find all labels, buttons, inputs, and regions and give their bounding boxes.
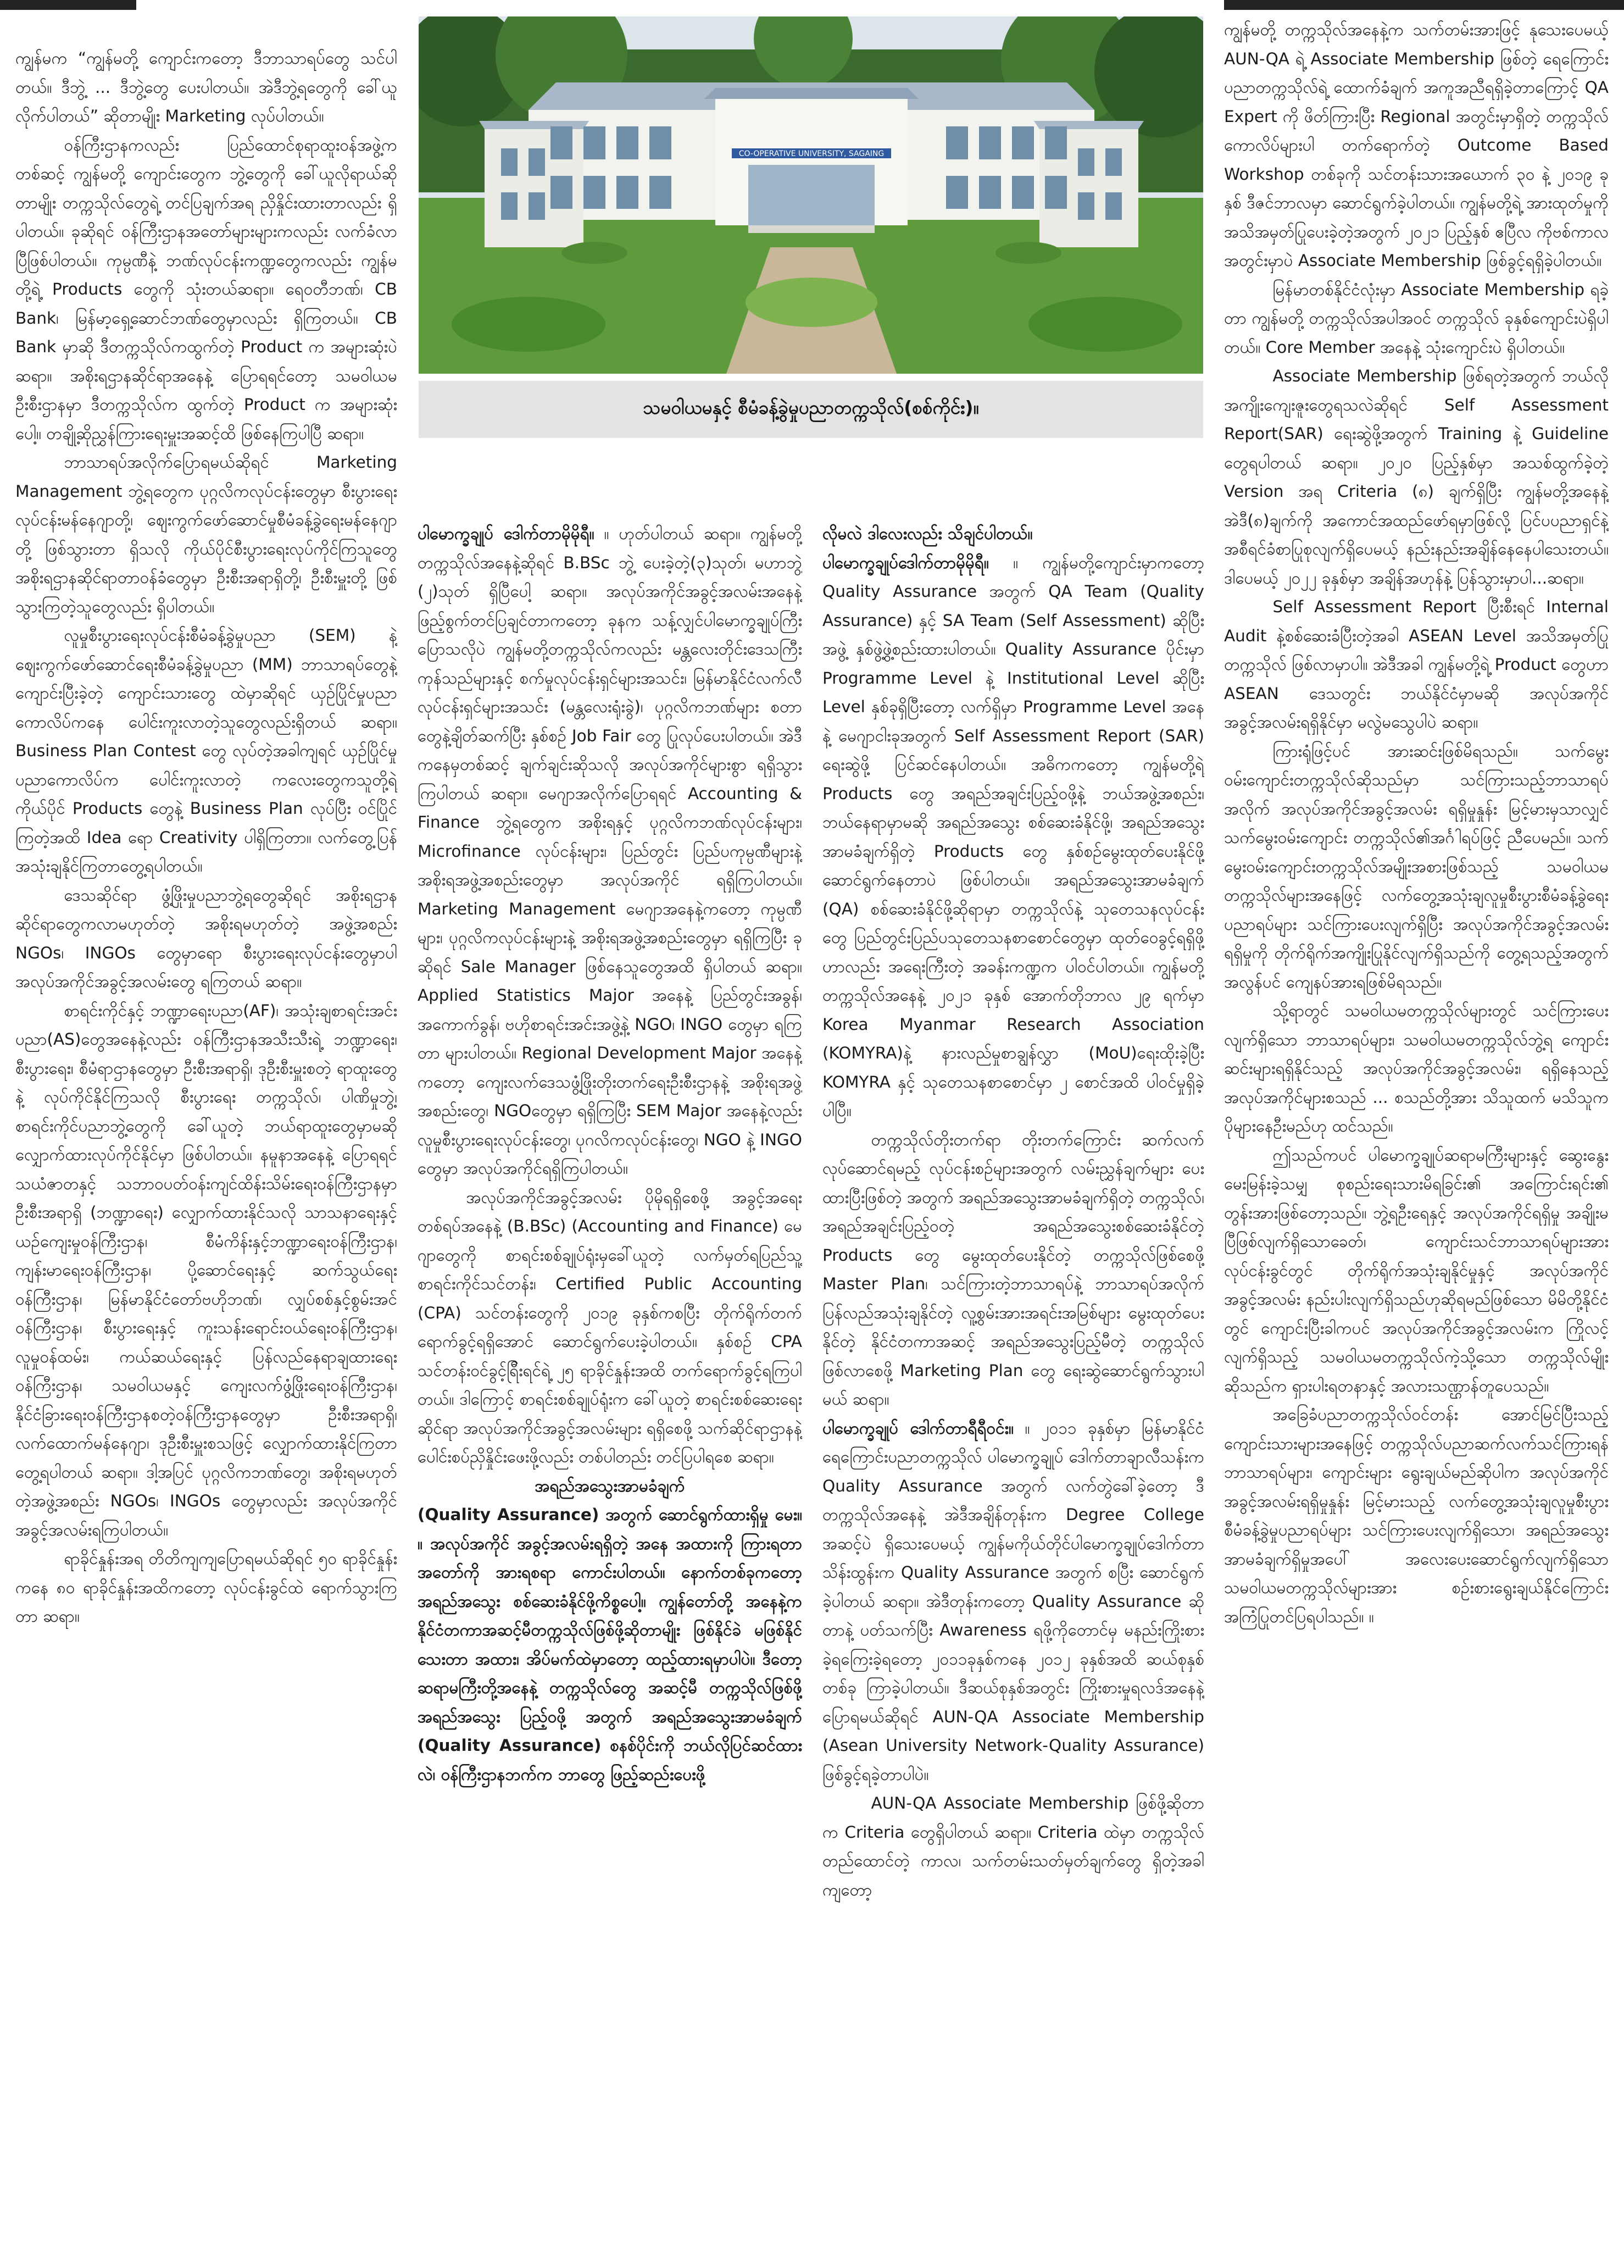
paragraph: ဝန်ကြီးဌာနကလည်း ပြည်ထောင်စုရာထူးဝန်အဖွဲ့ကတစ်ဆင့် ကျွန်မတို့ ကျောင်းတွေက ဘွဲ့တွေကို ခေါ်ယူလိုရာယ်ဆိုတာမျိုး တက္ကသိုလ်တွေရဲ့ တင်ပြချက်အရ ညှိနှိုင်းထားတာလည်း ရှိပါတယ်။ ခုဆိုရင် ဝန်ကြီးဌာနအတော်များများကလည်း လက်ခံလာပြီဖြစ်ပါတယ်။ ကုမ္ပဏီနဲ့ ဘဏ်လုပ်ငန်းကဏ္ဍတွေကလည်း ကျွန်မတို့ရဲ့ Products တွေကို သုံးတယ်ဆရာ။ ရေဝတီဘဏ်၊ CB Bank၊ မြန်မာ့ရှေ့ဆောင်ဘဏ်တွေမှာလည်း ရှိကြတယ်။ CB Bank မှာဆို ဒီတက္ကသိုလ်ကထွက်တဲ့ Product က အများဆုံးပဲ ဆရာ။ အစိုးရဌာနဆိုင်ရာအနေနဲ့ ပြောရရင်တော့ သမဝါယမဦးစီးဌာနမှာ ဒီတက္ကသိုလ်က ထွက်တဲ့ Product က အများဆုံးပေါ့။ တချို့ဆိုညွှန်ကြားရေးမှူးအဆင့်ထိ ဖြစ်နေကြပါပြီ ဆရာ။	[15, 135, 397, 443]
paragraph: ဤသည်ကပင် ပါမောက္ခချုပ်ဆရာမကြီးများနှင့် ဆွေးနွေးမေးမြန်းခဲ့သမျှ စုစည်းရေးသားမိရခြင်း၏ အကြောင်းရင်း၏ တွန်းအားဖြစ်တော့သည်။ ဘွဲ့ရဦးရေနှင့် အလုပ်အကိုင်ရရှိမှု အချိုးမပြီဖြစ်လျက်ရှိသောခေတ်၊ ကျောင်းသင်ဘာသာရပ်များအား လုပ်ငန်းခွင်တွင် တိုက်ရိုက်အသုံးချနိုင်မှုနှင့် အလုပ်အကိုင်အခွင့်အလမ်း နည်းပါးလျက်ရှိသည်ဟုဆိုရမည်ဖြစ်သော မိမိတို့နိုင်ငံတွင် ကျောင်းပြီးခါကပင် အလုပ်အကိုင်အခွင့်အလမ်းက ကြိုလင့်လျက်ရှိသည့် သမဝါယမတက္ကသိုလ်ကဲ့သို့သော တက္ကသိုလ်မျိုးဆိုသည်က ရှားပါးရတနာနှင့် အလားသဏ္ဌာန်တူပေသည်။	[1224, 1145, 1609, 1395]
paragraph: ။ ၂၀၁၁ ခုနှစ်မှာ မြန်မာနိုင်ငံ ရေကြောင်းပညာတက္ကသိုလ် ပါမောက္ခချုပ် ဒေါက်တာချာလီသန်းက Quality Assurance အတွက် လက်တွဲခေါ်ခဲ့တော့ ဒီတက္ကသိုလ်အနေနဲ့ အဲဒီအချိန်တုန်းက Degree College အဆင့်ပဲ ရှိသေးပေမယ့် ကျွန်မကိုယ်တိုင်ပါမောက္ခချုပ်ဒေါက်တာ သိန်းထွန်းက Quality Assurance အတွက် စပြီး ဆောင်ရွက်ခဲ့ပါတယ် ဆရာ။ အဲဒီတုန်းကတော့ Quality Assurance ဆိုတာနဲ့ ပတ်သက်ပြီး Awareness ရဖို့ကိုတောင်မှ မနည်းကြိုးစားခဲ့ရ‌ကြေးခဲ့ရတော့ ၂၀၁၁ခုနှစ်ကနေ ၂၀၁၂ ခုနှစ်အထိ ဆယ်စုနှစ်တစ်ခု ကြာခဲ့ပါတယ်။ ဒီဆယ်စုနှစ်အတွင်း ကြိုးစားမှုရလဒ်အနေနဲ့ ပြောရမယ်ဆိုရင် AUN-QA Associate Membership (Asean University Network-Quality Assurance) ဖြစ်ခွင့်ရခဲ့တာပါပဲ။	[822, 1418, 1204, 1784]
paragraph: AUN-QA Associate Membership ဖြစ်ဖို့ဆိုတာက Criteria တွေရှိပါတယ် ဆရာ။ Criteria ထဲမှာ တက္ကသိုလ်တည်ထောင်တဲ့ ကာလ၊ သက်တမ်းသတ်မှတ်ချက်တွေ ရှိတဲ့အခါကျတော့	[822, 1794, 1204, 1899]
speaker-name: ပါမောက္ခချုပ်ဒေါက်တာမိုမိုရီ။	[822, 553, 989, 572]
question-lead: (Quality Assurance) အတွက် ဆောင်ရွက်ထားရှိမှု မေး။	[418, 1505, 802, 1524]
article-column-2	[418, 519, 802, 2259]
paragraph: ကျွန်မတို့ တက္ကသိုလ်အနေနဲ့က သက်တမ်းအားဖြင့် နုသေးပေမယ့် AUN-QA ရဲ့ Associate Membership ဖြစ်တဲ့ ရေကြောင်းပညာတက္ကသိုလ်ရဲ့ ထောက်ခံချက် အကူအညီရရှိခဲ့တာကြောင့် QA Expert ကို ဖိတ်ကြားပြီး Regional အတွင်းမှာရှိတဲ့ တက္ကသိုလ်ကောလိပ်များပါ တက်ရောက်တဲ့ Outcome Based Workshop တစ်ခုကို သင်တန်းသားအယောက် ၃၀ နဲ့ ၂၀၁၉ ခုနှစ် ဒီဇင်ဘာလမှာ ဆောင်ရွက်ခဲ့ပါတယ်။ ကျွန်မတို့ရဲ့ အားထုတ်မှုကို အသိအမှတ်ပြုပေးခဲ့တဲ့အတွက် ၂၀၂၁ ပြည့်နှစ် ဧပြီလ ကိုဗစ်ကာလအတွင်းမှာပဲ Associate Membership ဖြစ်ခွင့်ရရှိခဲ့ပါတယ်။	[1224, 20, 1609, 270]
paragraph: တက္ကသိုလ်တိုးတက်ရာ တိုးတက်ကြောင်း ဆက်လက်လုပ်ဆောင်ရမည့် လုပ်ငန်းစဉ်များအတွက် လမ်းညွှန်ချက်များ ပေးထားပြီးဖြစ်တဲ့ အတွက် အရည်အသွေးအာမခံချက်ရှိတဲ့ တက္ကသိုလ်၊ အရည်အချင်းပြည့်ဝတဲ့ အရည်အသွေးစစ်ဆေးခံနိုင်တဲ့ Products တွေ မွေးထုတ်ပေးနိုင်တဲ့ တက္ကသိုလ်ဖြစ်စေဖို့ Master Plan၊ သင်ကြားတဲ့ဘာသာရပ်နဲ့ ဘာသာရပ်အလိုက် ပြန်လည်အသုံးချနိုင်တဲ့ လူ့စွမ်းအားအရင်းအမြစ်များ မွေးထုတ်ပေးနိုင်တဲ့ နိုင်ငံတကာအဆင့် အရည်အသွေးပြည့်မီတဲ့ တက္ကသိုလ် ဖြစ်လာစေဖို့ Marketing Plan တွေ ရေးဆွဲဆောင်ရွက်သွားပါမယ် ဆရာ။	[822, 1130, 1204, 1409]
paragraph: လူမှုစီးပွားရေးလုပ်ငန်းစီမံခန့်ခွဲမှုပညာ (SEM) နဲ့ ဈေးကွက်ဖော်ဆောင်ရေးစီမံခန့်ခွဲမှုပညာ (MM) ဘာသာရပ်တွေနဲ့ကျောင်းပြီးခဲ့တဲ့ ကျောင်းသားတွေ ထဲမှာဆိုရင် ယှဉ်ပြိုင်မှုပညာကောလိပ်ကနေ ပေါင်းကူးလာတဲ့သူတွေလည်းရှိတယ် ဆရာ။ Business Plan Contest တွေ လုပ်တဲ့အခါကျရင် ယှဉ်ပြိုင်မှုပညာကောလိပ်က ပေါင်းကူးလာတဲ့ ကလေးတွေကသူတို့ရဲ့ ကိုယ်ပိုင် Products တွေနဲ့ Business Plan လုပ်ပြီး ဝင်ပြိုင်ကြတဲ့အထိ Idea ရော Creativity ပါရှိကြတာ။ လက်တွေ့ပြန်အသုံးချနိုင်ကြတာတွေ့ရပါတယ်။	[15, 626, 397, 875]
speaker-name: ပါမောက္ခချုပ် ဒေါက်တာရီရီဝင်း။	[822, 1418, 1014, 1438]
paragraph: ။ အလုပ်အကိုင် အခွင့်အလမ်းရရှိတဲ့ အနေ အထားကို ကြားရတာ အတော်ကို အားရစရာ ကောင်းပါတယ်။ နောက်တစ်ခုကတော့ အရည်အသွေး စစ်ဆေးခံနိုင်ဖို့ကိစ္စပေါ့။ ကျွန်တော်တို့ အနေနဲ့က နိုင်ငံတကာအဆင့်မီတက္ကသိုလ်ဖြစ်ဖို့ဆိုတာမျိုး ဖြစ်နိုင်ခဲ မဖြစ်နိုင်သေးတာ အထား၊ အိပ်မက်ထဲမှာတော့ ထည့်ထားရမှာပါပဲ။ ဒီတော့ ဆရာမကြီးတို့အနေနဲ့ တက္ကသိုလ်တွေ အဆင့်မီ တက္ကသိုလ်ဖြစ်ဖို့ အရည်အသွေး ပြည့်ဝဖို့ အတွက် အရည်အသွေးအာမခံချက် (Quality Assurance) စနစ်ပိုင်းကို ဘယ်လိုပြင်ဆင်ထားလဲ၊ ဝန်ကြီးဌာနဘက်က ဘာတွေ ဖြည့်ဆည်းပေးဖို့	[418, 1534, 802, 1784]
building-sign: CO-OPERATIVE UNIVERSITY, SAGAING	[738, 149, 885, 158]
paragraph: ကြားရုံဖြင့်ပင် အားဆင်းဖြစ်မိရသည်။ သက်မွေးဝမ်းကျောင်းတက္ကသိုလ်ဆိုသည်မှာ သင်ကြားသည့်ဘာသာရပ်အလိုက် အလုပ်အကိုင်အခွင့်အလမ်း ရရှိမှုနှုန်း မြင့်မားမှသာလျှင် သက်မွေးဝမ်းကျောင်း တက္ကသိုလ်၏အင်္ဂါရပ်ဖြင့် ညီပေမည်။ သက်မွေးဝမ်းကျောင်းတက္ကသိုလ်အမျိုးအစားဖြစ်သည့် သမဝါယမတက္ကသိုလ်များအနေဖြင့် လက်တွေ့အသုံးချလူမှုစီးပွားစီမံခန့်ခွဲရေးပညာရပ်များ သင်ကြားပေးလျက်ရှိပြီး အလုပ်အကိုင်အခွင့်အလမ်းရရှိမှုကို တိုက်ရိုက်အကျိုးပြုနိုင်လျက်ရှိသည်ကို တွေ့ရသည့်အတွက် အလွန်ပင် ကျေနပ်အားရဖြစ်မိရသည်။	[1224, 741, 1609, 991]
section-heading: အရည်အသွေးအာမခံချက်	[535, 1476, 685, 1495]
paragraph: Self Assessment Report ပြီးစီးရင် Internal Audit နဲ့စစ်ဆေးခံပြီးတဲ့အခါ ASEAN Level အသိအမှတ်ပြုတက္ကသိုလ် ဖြစ်လာမှာပါ။ အဲဒီအခါ ကျွန်မတို့ရဲ့ Product တွေဟာ ASEAN ဒေသတွင်း ဘယ်နိုင်ငံမှာမဆို အလုပ်အကိုင်အခွင့်အလမ်းရရှိနိုင်မှာ မလွဲမသွေပါပဲ ဆရာ။	[1224, 597, 1609, 731]
paragraph: အလုပ်အကိုင်အခွင့်အလမ်း ပိုမိုရရှိစေဖို့ အခွင့်အရေးတစ်ရပ်အနေနဲ့ (B.BSc) (Accounting and Finance) မေဂျာတွေကို စာရင်းစစ်ချုပ်ရုံးမှခေါ်ယူတဲ့ လက်မှတ်ရပြည်သူ့စာရင်းကိုင်သင်တန်း၊ Certified Public Accounting (CPA) သင်တန်းတွေကို ၂၀၁၉ ခုနှစ်ကစပြီး တိုက်ရိုက်တက်ရောက်ခွင့်ရရှိအောင် ဆောင်ရွက်ပေးခဲ့ပါတယ်။ နှစ်စဉ် CPA သင်တန်းဝင်ခွင့်ရြီးရင်ရဲ့ ၂၅ ရာခိုင်နှုန်းအထိ တက်ရောက်ခွင့်ရကြပါတယ်။ ဒါကြောင့် စာရင်းစစ်ချုပ်ရုံးက ခေါ်ယူတဲ့ စာရင်းစစ်ဆေးရေးဆိုင်ရာ အလုပ်အကိုင်အခွင့်အလမ်းများ ရရှိစေဖို့ သက်ဆိုင်ရာဌာနနဲ့ ပေါင်းစပ်ညှိနှိုင်းဖေးဖို့လည်း တစ်ပါတည်း တင်ပြပါရစေ ဆရာ။	[418, 1188, 802, 1466]
article-column-1	[15, 44, 397, 2259]
paragraph: ကျွန်မက “ကျွန်မတို့ ကျောင်းကတော့ ဒီဘာသာရပ်တွေ သင်ပါတယ်။ ဒီဘွဲ့ ... ဒီဘွဲ့တွေ ပေးပါတယ်။ အဲဒီဘွဲ့ရတွေကို ခေါ်ယူလိုက်ပါတယ်” ဆိုတာမျိုး Marketing လုပ်ပါတယ်။	[15, 49, 397, 125]
paragraph: မြန်မာတစ်နိုင်ငံလုံးမှာ Associate Membership ရခဲ့တာ ကျွန်မတို့ တက္ကသိုလ်အပါအဝင် တက္ကသိုလ် ခုနှစ်ကျောင်းပဲရှိပါတယ်။ Core Member အနေနဲ့ သုံးကျောင်းပဲ ရှိပါတယ်။	[1224, 280, 1609, 357]
paragraph: လိုမလဲ ဒါလေးလည်း သိချင်ပါတယ်။	[822, 524, 1033, 543]
speaker-name: ပါမောက္ခချုပ် ဒေါက်တာမိုမိုရီ။	[418, 524, 594, 543]
photo-caption: သမဝါယမနှင့် စီမံခန့်ခွဲမှုပညာတက္ကသိုလ်(စစ်ကိုင်း)။	[419, 381, 1203, 438]
article-column-4	[1224, 15, 1609, 2259]
article-column-3	[822, 519, 1204, 2259]
paragraph: ။ ကျွန်မတို့ကျောင်းမှာကတော့ Quality Assurance အတွက် QA Team (Quality Assurance) နှင့် SA Team (Self Assessment) ဆိုပြီး အဖွဲ့ နှစ်ဖွဲ့ဖွဲ့စည်းထားပါတယ်။ Quality Assurance ပိုင်းမှာ Programme Level နဲ့ Institutional Level ဆိုပြီး Level နှစ်ခုရှိပြီးတော့ လက်ရှိမှာ Programme Level အနေနဲ့ မေဂျာငါးခုအတွက် Self Assessment Report (SAR) ရေးဆွဲဖို့ ပြင်ဆင်နေပါတယ်။ အဓိကကတော့ ကျွန်မတို့ရဲ့ Products တွေ အရည်အချင်းပြည့်ဝဖို့နဲ့ ဘယ်အဖွဲ့အစည်း၊ ဘယ်နေရာမှာမဆို အရည်အသွေး စစ်ဆေးခံနိုင်ဖို့၊ အရည်အသွေးအာမခံချက်ရှိတဲ့ Products တွေ နှစ်စဉ်မွေးထုတ်ပေးနိုင်ဖို့ ဆောင်ရွက်နေတာပဲ ဖြစ်ပါတယ်။ အရည်အသွေးအာမခံချက် (QA) စစ်ဆေးခံနိုင်ဖို့ဆိုရာမှာ တက္ကသိုလ်နဲ့ သုတေသနလုပ်ငန်းတွေ ပြည်တွင်းပြည်ပသုတေသနစာစောင်တွေမှာ ထုတ်ဝေခွင့်ရရှိဖို့ဟာလည်း အရေးကြီးတဲ့ အခန်းကဏ္ဍက ပါဝင်ပါတယ်။ ကျွန်မတို့တက္ကသိုလ်အနေနဲ့ ၂၀၂၁ ခုနှစ် အောက်တိုဘာလ ၂၉ ရက်မှာ Korea Myanmar Research Association (KOMYRA)နဲ့ နားလည်မှုစာချွန်လွှာ (MoU)ရေးထိုးခဲ့ပြီး KOMYRA နှင့် သုတေသနစာစောင်မှာ ၂ စောင်အထိ ပါဝင်မှုရှိခဲ့ပါပြီ။	[822, 553, 1204, 1120]
paragraph: ။ ဟုတ်ပါတယ် ဆရာ။ ကျွန်မတို့ တက္ကသိုလ်အနေနဲ့ဆိုရင် B.BSc ဘွဲ့ ပေးခဲ့တဲ့(၃)သုတ်၊ မဟာဘွဲ့ (၂)သုတ် ရှိပြီပေါ့ ဆရာ။ အလုပ်အကိုင်အခွင့်အလမ်းအနေနဲ့ ဖြည့်စွက်တင်ပြချင်တာကတော့ ခုနက သန့်လျှင်ပါမောက္ခချုပ်ကြီးပြောသလိုပဲ ကျွန်မတို့တက္ကသိုလ်ကလည်း မန္တလေးတိုင်းဒေသကြီး ကုန်သည်များနှင့် စက်မှုလုပ်ငန်းရှင်များအသင်း၊ မြန်မာနိုင်ငံလက်လီလုပ်ငန်းရှင်များအသင်း (မန္တလေးရုံးခွဲ)၊ ပုဂ္ဂလိကဘဏ်များ စတာတွေနဲ့ချိတ်ဆက်ပြီး နှစ်စဉ် Job Fair တွေ ပြုလုပ်ပေးပါတယ်။ အဲဒီကနေမှတစ်ဆင့် ချက်ချင်းဆိုသလို အလုပ်အကိုင်များစွာ ရရှိသွားကြပါတယ် ဆရာ။ မေဂျာအလိုက်ပြောရရင် Accounting & Finance ဘွဲ့ရတွေက အစိုးရနှင့် ပုဂ္ဂလိကဘဏ်လုပ်ငန်းများ၊ Microfinance လုပ်ငန်းများ၊ ပြည်တွင်း ပြည်ပကုမ္ပဏီများနဲ့ အစိုးရအဖွဲ့အစည်းတွေမှာ အလုပ်အကိုင် ရရှိကြပါတယ်။ Marketing Management မေဂျာအနေနဲ့ကတော့ ကုမ္ပဏီများ၊ ပုဂ္ဂလိကလုပ်ငန်းများနဲ့ အစိုးရအဖွဲ့အစည်းတွေမှာ ရရှိကြပြီး ခုဆိုရင် Sale Manager ဖြစ်နေသူတွေအထိ ရှိပါတယ် ဆရာ။ Applied Statistics Major အနေနဲ့ ပြည်တွင်းအခွန်၊ အကောက်ခွန်၊ ဗဟိုစာရင်းအင်းအဖွဲ့နဲ့ NGO၊ INGO တွေမှာ ရကြတာ များပါတယ်။ Regional Development Major အနေနဲ့ကတော့ ကျေးလက်ဒေသဖွံ့ဖြိုးတိုးတက်ရေးဦးစီးဌာနနဲ့ အစိုးရအဖွဲ့အစည်းတွေ၊ NGOတွေမှာ ရရှိကြပြီး SEM Major အနေနဲ့လည်း လူမှုစီးပွားရေးလုပ်ငန်းတွေ၊ ပုဂလိကလုပ်ငန်းတွေ၊ NGO နဲ့ INGO တွေမှာ အလုပ်အကိုင်ရရှိကြပါတယ်။	[418, 524, 802, 1178]
paragraph: Associate Membership ဖြစ်ရတဲ့အတွက် ဘယ်လိုအကျိုးကျေးဇူးတွေရသလဲဆိုရင် Self Assessment Report(SAR) ရေးဆွဲဖို့အတွက် Training နဲ့ Guideline တွေရပါတယ် ဆရာ။ ၂၀၂၀ ပြည့်နှစ်မှာ အသစ်ထွက်ခဲ့တဲ့ Version အရ Criteria (၈) ချက်ရှိပြီး ကျွန်မတို့အနေနဲ့ အဲဒီ(၈)ချက်ကို အကောင်အထည်ဖော်ရမှာဖြစ်လို့ ပြင်ပပညာရှင်နဲ့ အစီရင်ခံစာပြုစုလျက်ရှိပေမယ့် နည်းနည်းအချိန်နေနေပါသေးတယ်။ ဒါပေမယ့် ၂၀၂၂ ခုနှစ်မှာ အချိန်အဟုန်နဲ့ ပြန်သွားမှာပါ...ဆရာ။	[1224, 367, 1609, 587]
paragraph: သို့ရာတွင် သမဝါယမတက္ကသိုလ်များတွင် သင်ကြားပေးလျက်ရှိသော ဘာသာရပ်များ၊ သမဝါယမတက္ကသိုလ်ဘွဲ့ရ ကျောင်းဆင်းများရရှိနိုင်သည့် အလုပ်အကိုင်အခွင့်အလမ်း၊ ရရှိနေသည့် အလုပ်အကိုင်များစသည် ... စသည်တို့အား သိသူထက် မသိသူက ပိုများနေဦးမည်ဟု ထင်သည်။	[1224, 1001, 1609, 1135]
paragraph: အခြေခံပညာတက္ကသိုလ်ဝင်တန်း အောင်မြင်ပြီးသည့် ကျောင်းသားများအနေဖြင့် တက္ကသိုလ်ပညာဆက်လက်သင်ကြားရန် ဘာသာရပ်များ၊ ကျောင်းများ ရွေးချယ်မည်ဆိုပါက အလုပ်အကိုင်အခွင့်အလမ်းရရှိမှုနှုန်း မြင့်မားသည့် လက်တွေ့အသုံးချလူမှုစီးပွားစီမံခန့်ခွဲမှုပညာရပ်များ သင်ကြားပေးလျက်ရှိသော၊ အရည်အသွေးအာမခံချက်ရှိမှုအပေါ် အလေးပေးဆောင်ရွက်လျက်ရှိသော သမဝါယမတက္ကသိုလ်များအား စဉ်းစားရွေးချယ်နိုင်ကြောင်း အကြံပြုတင်ပြရပါသည်။ ။	[1224, 1405, 1609, 1626]
university-building-photo	[419, 16, 1203, 374]
paragraph: စာရင်းကိုင်နှင့် ဘဏ္ဍာရေးပညာ(AF)၊ အသုံးချစာရင်းအင်းပညာ(AS)တွေအနေနဲ့လည်း ဝန်ကြီးဌာနအသီးသီးရဲ့ ဘဏ္ဍာရေး၊ စီးပွားရေး၊ စီမံရာဌာနတွေမှာ ဦးစီးအရာရှိ၊ ဒုဦးစီးမှူးစတဲ့ ရာထူးတွေနဲ့ လုပ်ကိုင်နိုင်ကြသလို စီးပွားရေး တက္ကသိုလ်၊ ပါဏိမှုဘွဲ့၊ စာရင်းကိုင်ပညာဘွဲ့တွေကို ခေါ်ယူတဲ့ ဘယ်ရာထူးတွေမှာမဆို လျှောက်ထားလုပ်ကိုင်နိုင်မှာ ဖြစ်ပါတယ်။ နမူနာအနေနဲ့ ပြောရရင် သယံဇာတနှင့် သဘာဝပတ်ဝန်းကျင်ထိန်းသိမ်းရေးဝန်ကြီးဌာနမှာ ဦးစီးအရာရှိ (ဘဏ္ဍာရေး) လျှောက်ထားနိုင်သလို သာသနာရေးနှင့်ယဉ်ကျေးမှုဝန်ကြီးဌာန၊ စီမံကိန်းနှင့်ဘဏ္ဍာရေးဝန်ကြီးဌာန၊ ကျန်းမာရေးဝန်ကြီးဌာန၊ ပို့ဆောင်ရေးနှင့် ဆက်သွယ်ရေးဝန်ကြီးဌာန၊ မြန်မာနိုင်ငံတော်ဗဟိုဘဏ်၊ လျှပ်စစ်နှင့်စွမ်းအင်ဝန်ကြီးဌာန၊ စီးပွားရေးနှင့် ကူးသန်းရောင်းဝယ်ရေးဝန်ကြီးဌာန၊ လူမှုဝန်ထမ်း၊ ကယ်ဆယ်ရေးနှင့် ပြန်လည်နေရာချထားရေးဝန်ကြီးဌာန၊ သမဝါယမနှင့် ကျေးလက်ဖွံ့ဖြိုးရေးဝန်ကြီးဌာန၊ နိုင်ငံခြားရေးဝန်ကြီးဌာနစတဲ့ဝန်ကြီးဌာနတွေမှာ ဦးစီးအရာရှိ၊ လက်ထောက်မန်နေဂျာ၊ ဒုဦးစီးမှူးစသဖြင့် လျှောက်ထားနိုင်ကြတာ တွေ့ရပါတယ် ဆရာ။ ဒါ့အပြင် ပုဂ္ဂလိကဘဏ်တွေ၊ အစိုးရမဟုတ်တဲ့အဖွဲ့အစည်း NGOs၊ INGOs တွေမှာလည်း အလုပ်အကိုင်အခွင့်အလမ်းရကြပါတယ်။	[15, 1001, 397, 1539]
paragraph: ဒေသဆိုင်ရာ ဖွံ့ဖြိုးမှုပညာဘွဲ့ရတွေဆိုရင် အစိုးရဌာနဆိုင်ရာတွေကလာမဟုတ်တဲ့ အစိုးရမဟုတ်တဲ့ အဖွဲ့အစည်း NGOs၊ INGOs တွေမှာရော စီးပွားရေးလုပ်ငန်းတွေမှာပါ အလုပ်အကိုင်အခွင့်အလမ်းတွေ ရကြတယ် ဆရာ။	[15, 885, 397, 991]
paragraph: ဘာသာရပ်အလိုက်ပြောရမယ်ဆိုရင် Marketing Management ဘွဲ့ရတွေက ပုဂ္ဂလိကလုပ်ငန်းတွေမှာ စီးပွားရေးလုပ်ငန်းမန်နေဂျာတို့၊ ဈေးကွက်ဖော်ဆောင်မှုစီမံခန့်ခွဲရေးမန်နေဂျာတို့ ဖြစ်သွားတာ ရှိသလို ကိုယ်ပိုင်စီးပွားရေးလုပ်ကိုင်ကြသူတွေ အစိုးရဌာနဆိုင်ရာတာဝန်ခံတွေမှာ ဦးစီးအရာရှိတို့၊ ဦးစီးမှူးတို့ ဖြစ်သွားကြတဲ့သူတွေလည်း ရှိပါတယ်။	[15, 453, 397, 616]
paragraph: ရာခိုင်နှုန်းအရ တိတိကျကျပြောရမယ်ဆိုရင် ၅၀ ရာခိုင်နှုန်းကနေ ၈၀ ရာခိုင်နှုန်းအထိကတော့ လုပ်ငန်းခွင်ထဲ ရောက်သွားကြတာ ဆရာ။	[15, 1549, 397, 1626]
top-rule	[0, 0, 1624, 14]
